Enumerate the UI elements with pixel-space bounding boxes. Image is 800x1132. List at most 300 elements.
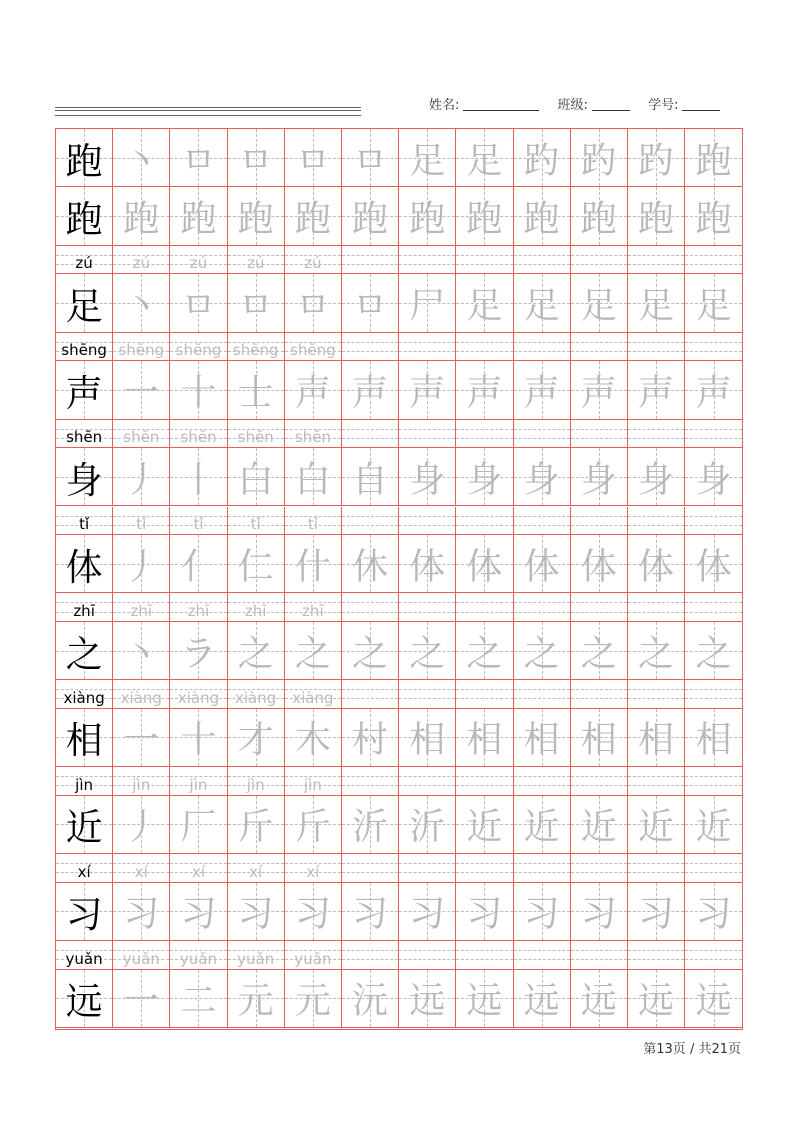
pinyin-cell: [628, 854, 685, 883]
trace-char-cell: [399, 535, 456, 593]
character: 足: [637, 285, 674, 327]
pinyin-cell: [113, 593, 170, 622]
pinyin-cell: [571, 246, 628, 275]
pinyin-cell: [342, 767, 399, 796]
name-label: 姓名:: [429, 98, 460, 113]
character: 近: [65, 806, 103, 850]
trace-char-cell: [228, 535, 285, 593]
pinyin-cell: [456, 507, 513, 536]
pinyin-cell: [113, 767, 170, 796]
pinyin-text: shēng: [232, 341, 279, 360]
trace-char-cell: [514, 796, 571, 854]
trace-char-cell: [628, 187, 685, 245]
pinyin-cell: [228, 680, 285, 709]
trace-char-cell: [285, 129, 342, 187]
pinyin-cell: [514, 507, 571, 536]
model-char-cell: [56, 535, 113, 593]
trace-char-cell: [285, 709, 342, 767]
pinyin-cell: [170, 941, 227, 970]
pinyin-cell: [399, 420, 456, 449]
character: 足: [65, 284, 103, 328]
trace-char-cell: [628, 970, 685, 1028]
character: 跑: [65, 198, 103, 242]
trace-char-cell: [456, 274, 513, 332]
pinyin-cell: [56, 593, 113, 622]
pinyin-row: [56, 680, 744, 709]
pinyin-cell: [685, 941, 742, 970]
trace-char-cell: [113, 970, 170, 1028]
char-row: [56, 883, 744, 941]
pinyin-row: [56, 854, 744, 883]
trace-char-cell: [399, 970, 456, 1028]
trace-char-cell: [456, 361, 513, 419]
character: 之: [523, 633, 560, 675]
character: 体: [637, 546, 674, 588]
character: 身: [637, 459, 674, 501]
pinyin-text: xí: [77, 862, 91, 881]
pinyin-cell: [170, 767, 227, 796]
pinyin-cell: [56, 333, 113, 362]
pinyin-cell: [228, 333, 285, 362]
pinyin-text: jìn: [75, 775, 94, 794]
pinyin-cell: [399, 941, 456, 970]
model-char-cell: [56, 361, 113, 419]
trace-char-cell: [685, 274, 742, 332]
character: 近: [637, 806, 674, 848]
pinyin-text: jìn: [132, 775, 151, 794]
pinyin-text: xiàng: [177, 688, 220, 707]
pinyin-cell: [399, 854, 456, 883]
trace-char-cell: [113, 448, 170, 506]
character: 足: [409, 140, 446, 182]
character: 丿: [123, 546, 160, 588]
pinyin-cell: [514, 854, 571, 883]
trace-char-cell: [285, 796, 342, 854]
pinyin-row: [56, 593, 744, 622]
pinyin-cell: [113, 854, 170, 883]
trace-char-cell: [342, 970, 399, 1028]
character: 亻: [180, 546, 217, 588]
id-field[interactable]: [682, 98, 720, 111]
character: 声: [294, 372, 331, 414]
char-row: [56, 970, 744, 1028]
pinyin-cell: [514, 420, 571, 449]
character: 休: [352, 546, 389, 588]
trace-char-cell: [685, 448, 742, 506]
character: 身: [65, 458, 103, 502]
character: 跑: [65, 139, 103, 183]
character: 之: [695, 633, 732, 675]
character: 之: [352, 633, 389, 675]
pinyin-cell: [399, 333, 456, 362]
pinyin-cell: [399, 767, 456, 796]
trace-char-cell: [113, 361, 170, 419]
trace-char-cell: [285, 448, 342, 506]
trace-char-cell: [685, 361, 742, 419]
pinyin-cell: [170, 854, 227, 883]
character: 相: [65, 719, 103, 763]
trace-char-cell: [514, 274, 571, 332]
character: 之: [237, 633, 274, 675]
character: 相: [580, 719, 617, 761]
character: 习: [695, 893, 732, 935]
pinyin-text: zú: [189, 254, 208, 273]
character: ㅁ: [352, 285, 388, 327]
pinyin-text: xiàng: [235, 688, 277, 707]
character: 体: [580, 546, 617, 588]
character: 村: [352, 719, 389, 761]
pinyin-cell: [685, 680, 742, 709]
trace-char-cell: [456, 129, 513, 187]
pinyin-cell: [514, 767, 571, 796]
trace-char-cell: [228, 883, 285, 941]
pinyin-text: zhī: [302, 601, 324, 620]
pinyin-text: jìn: [246, 775, 265, 794]
character: 沂: [409, 806, 446, 848]
pinyin-cell: [342, 941, 399, 970]
trace-char-cell: [456, 535, 513, 593]
trace-char-cell: [170, 970, 227, 1028]
pinyin-row: [56, 333, 744, 362]
trace-char-cell: [170, 448, 227, 506]
character: 远: [637, 980, 674, 1022]
pinyin-cell: [285, 941, 342, 970]
pinyin-cell: [342, 246, 399, 275]
trace-char-cell: [514, 883, 571, 941]
trace-char-cell: [685, 187, 742, 245]
pinyin-text: jìn: [303, 775, 322, 794]
character: 相: [466, 719, 503, 761]
character: 跑: [695, 140, 732, 182]
character: 声: [695, 372, 732, 414]
character: 习: [180, 893, 217, 935]
pinyin-text: tǐ: [193, 515, 204, 533]
character: 元: [237, 980, 274, 1022]
character: 之: [409, 633, 446, 675]
character: 之: [65, 632, 103, 676]
character: 体: [65, 545, 103, 589]
trace-char-cell: [571, 796, 628, 854]
pinyin-cell: [571, 507, 628, 536]
character: 声: [523, 372, 560, 414]
trace-char-cell: [113, 883, 170, 941]
pinyin-cell: [342, 333, 399, 362]
pinyin-text: yuǎn: [237, 949, 275, 968]
trace-char-cell: [399, 187, 456, 245]
header-decor-lines: [55, 107, 361, 116]
trace-char-cell: [285, 535, 342, 593]
pinyin-text: xí: [249, 862, 263, 881]
trace-char-cell: [685, 129, 742, 187]
trace-char-cell: [399, 796, 456, 854]
character: 声: [580, 372, 617, 414]
character: 远: [523, 980, 560, 1022]
character: 仁: [237, 546, 274, 588]
character: 习: [637, 893, 674, 935]
trace-char-cell: [571, 129, 628, 187]
pinyin-cell: [456, 593, 513, 622]
trace-char-cell: [170, 129, 227, 187]
trace-char-cell: [514, 970, 571, 1028]
model-char-cell: [56, 448, 113, 506]
pinyin-cell: [628, 767, 685, 796]
character: 习: [237, 893, 274, 935]
character: 习: [523, 893, 560, 935]
character: 十: [180, 372, 217, 414]
character: 元: [294, 980, 331, 1022]
pinyin-cell: [399, 246, 456, 275]
pinyin-cell: [342, 854, 399, 883]
pinyin-cell: [56, 767, 113, 796]
character: 尸: [409, 285, 446, 327]
pinyin-cell: [342, 507, 399, 536]
pinyin-cell: [514, 593, 571, 622]
trace-char-cell: [514, 448, 571, 506]
pinyin-cell: [113, 333, 170, 362]
trace-char-cell: [628, 129, 685, 187]
pinyin-text: zú: [246, 254, 265, 273]
pinyin-cell: [342, 680, 399, 709]
character: 声: [352, 372, 389, 414]
trace-char-cell: [399, 274, 456, 332]
pinyin-cell: [514, 246, 571, 275]
student-info: [429, 94, 720, 113]
trace-char-cell: [342, 622, 399, 680]
trace-char-cell: [228, 361, 285, 419]
trace-char-cell: [514, 622, 571, 680]
pinyin-text: zhī: [130, 601, 153, 620]
char-row: [56, 448, 744, 506]
trace-char-cell: [399, 883, 456, 941]
pinyin-cell: [628, 333, 685, 362]
character: 相: [523, 719, 560, 761]
trace-char-cell: [628, 361, 685, 419]
trace-char-cell: [342, 535, 399, 593]
trace-char-cell: [170, 622, 227, 680]
pinyin-cell: [456, 680, 513, 709]
trace-char-cell: [456, 970, 513, 1028]
character: 跑: [294, 198, 331, 240]
char-row: [56, 622, 744, 680]
character: 自: [352, 459, 389, 501]
pinyin-cell: [56, 420, 113, 449]
pinyin-cell: [170, 593, 227, 622]
pinyin-cell: [285, 767, 342, 796]
trace-char-cell: [113, 796, 170, 854]
pinyin-text: yuǎn: [179, 949, 218, 968]
character: 身: [695, 459, 732, 501]
trace-char-cell: [571, 361, 628, 419]
character: ㅁ: [295, 285, 331, 327]
character: ㅁ: [181, 285, 216, 327]
pinyin-cell: [628, 246, 685, 275]
character: 近: [580, 806, 617, 848]
character: 趵: [523, 140, 560, 182]
pinyin-cell: [685, 333, 742, 362]
trace-char-cell: [170, 361, 227, 419]
pinyin-text: tǐ: [307, 515, 318, 533]
pinyin-cell: [170, 680, 227, 709]
character: 二: [180, 980, 217, 1022]
trace-char-cell: [685, 883, 742, 941]
trace-char-cell: [571, 535, 628, 593]
character: 跑: [409, 198, 446, 240]
pinyin-cell: [228, 420, 285, 449]
character: 一: [123, 980, 160, 1022]
character: 木: [294, 719, 331, 761]
trace-char-cell: [628, 883, 685, 941]
trace-char-cell: [399, 622, 456, 680]
character: 声: [466, 372, 503, 414]
trace-char-cell: [456, 709, 513, 767]
class-field[interactable]: [592, 98, 630, 111]
character: 足: [523, 285, 560, 327]
character: 跑: [123, 198, 160, 240]
class-label: 班级:: [557, 98, 588, 113]
character: 习: [294, 893, 331, 935]
name-field[interactable]: [463, 98, 539, 111]
pinyin-cell: [228, 767, 285, 796]
char-row: [56, 187, 744, 245]
character: 丶: [123, 285, 160, 327]
character: 跑: [695, 198, 732, 240]
character: 才: [237, 719, 274, 761]
character: 之: [580, 633, 617, 675]
pinyin-cell: [285, 333, 342, 362]
character: 身: [466, 459, 503, 501]
pinyin-cell: [170, 507, 227, 536]
character: 习: [466, 893, 503, 935]
pinyin-text: zhī: [244, 601, 267, 620]
character: 相: [695, 719, 732, 761]
pinyin-row: [56, 420, 744, 449]
pinyin-cell: [228, 941, 285, 970]
pinyin-row: [56, 941, 744, 970]
character: 斤: [294, 806, 331, 848]
pinyin-cell: [113, 941, 170, 970]
character: 跑: [637, 198, 674, 240]
trace-char-cell: [342, 187, 399, 245]
character: 声: [637, 372, 674, 414]
pinyin-text: zhī: [73, 601, 95, 620]
pinyin-cell: [228, 246, 285, 275]
pinyin-text: xiàng: [292, 688, 334, 707]
char-row: [56, 535, 744, 593]
character: 跑: [180, 198, 217, 240]
trace-char-cell: [285, 361, 342, 419]
model-char-cell: [56, 709, 113, 767]
pinyin-cell: [56, 854, 113, 883]
character: 白: [237, 459, 274, 501]
pinyin-cell: [285, 246, 342, 275]
trace-char-cell: [628, 448, 685, 506]
trace-char-cell: [170, 883, 227, 941]
pinyin-cell: [285, 420, 342, 449]
character: 之: [637, 633, 674, 675]
character: 沂: [352, 806, 389, 848]
trace-char-cell: [342, 796, 399, 854]
pinyin-cell: [571, 854, 628, 883]
model-char-cell: [56, 187, 113, 245]
character: 足: [466, 285, 503, 327]
trace-char-cell: [170, 796, 227, 854]
character: 远: [695, 980, 732, 1022]
pinyin-text: shēn: [123, 428, 160, 447]
trace-char-cell: [571, 274, 628, 332]
character: 跑: [237, 198, 274, 240]
character: 近: [466, 806, 503, 848]
character: 远: [466, 980, 503, 1022]
pinyin-cell: [228, 854, 285, 883]
character: 趵: [637, 140, 674, 182]
character: 足: [695, 285, 732, 327]
trace-char-cell: [571, 622, 628, 680]
character: 相: [637, 719, 674, 761]
character: 体: [523, 546, 560, 588]
pinyin-cell: [685, 507, 742, 536]
model-char-cell: [56, 883, 113, 941]
pinyin-cell: [456, 767, 513, 796]
pinyin-cell: [628, 680, 685, 709]
character: 沅: [352, 980, 389, 1022]
trace-char-cell: [571, 187, 628, 245]
pinyin-text: tǐ: [136, 515, 147, 533]
pinyin-cell: [285, 507, 342, 536]
pinyin-text: yuǎn: [65, 949, 103, 968]
character: 声: [409, 372, 446, 414]
trace-char-cell: [342, 129, 399, 187]
trace-char-cell: [399, 448, 456, 506]
trace-char-cell: [628, 274, 685, 332]
trace-char-cell: [685, 709, 742, 767]
pinyin-cell: [170, 246, 227, 275]
pinyin-text: tǐ: [250, 515, 261, 533]
pinyin-cell: [685, 593, 742, 622]
character: 远: [65, 980, 103, 1024]
pinyin-cell: [628, 507, 685, 536]
pinyin-cell: [170, 333, 227, 362]
character: 足: [580, 285, 617, 327]
pinyin-cell: [56, 507, 113, 536]
trace-char-cell: [228, 622, 285, 680]
trace-char-cell: [628, 709, 685, 767]
pinyin-cell: [399, 593, 456, 622]
trace-char-cell: [228, 709, 285, 767]
pinyin-cell: [571, 767, 628, 796]
trace-char-cell: [571, 883, 628, 941]
pinyin-cell: [56, 246, 113, 275]
pinyin-text: yuǎn: [294, 949, 332, 968]
model-char-cell: [56, 622, 113, 680]
pinyin-cell: [113, 420, 170, 449]
trace-char-cell: [514, 709, 571, 767]
pinyin-cell: [571, 941, 628, 970]
pinyin-text: shēng: [175, 341, 222, 360]
character: 体: [409, 546, 446, 588]
character: 什: [294, 546, 331, 588]
pinyin-text: shēn: [180, 428, 217, 447]
trace-char-cell: [514, 535, 571, 593]
trace-char-cell: [456, 448, 513, 506]
pinyin-text: shēn: [66, 428, 103, 447]
character: 体: [695, 546, 732, 588]
pinyin-cell: [456, 854, 513, 883]
character: ㅁ: [295, 140, 331, 182]
trace-char-cell: [228, 970, 285, 1028]
character: 习: [580, 893, 617, 935]
character: 习: [352, 893, 389, 935]
character: 声: [65, 371, 103, 415]
